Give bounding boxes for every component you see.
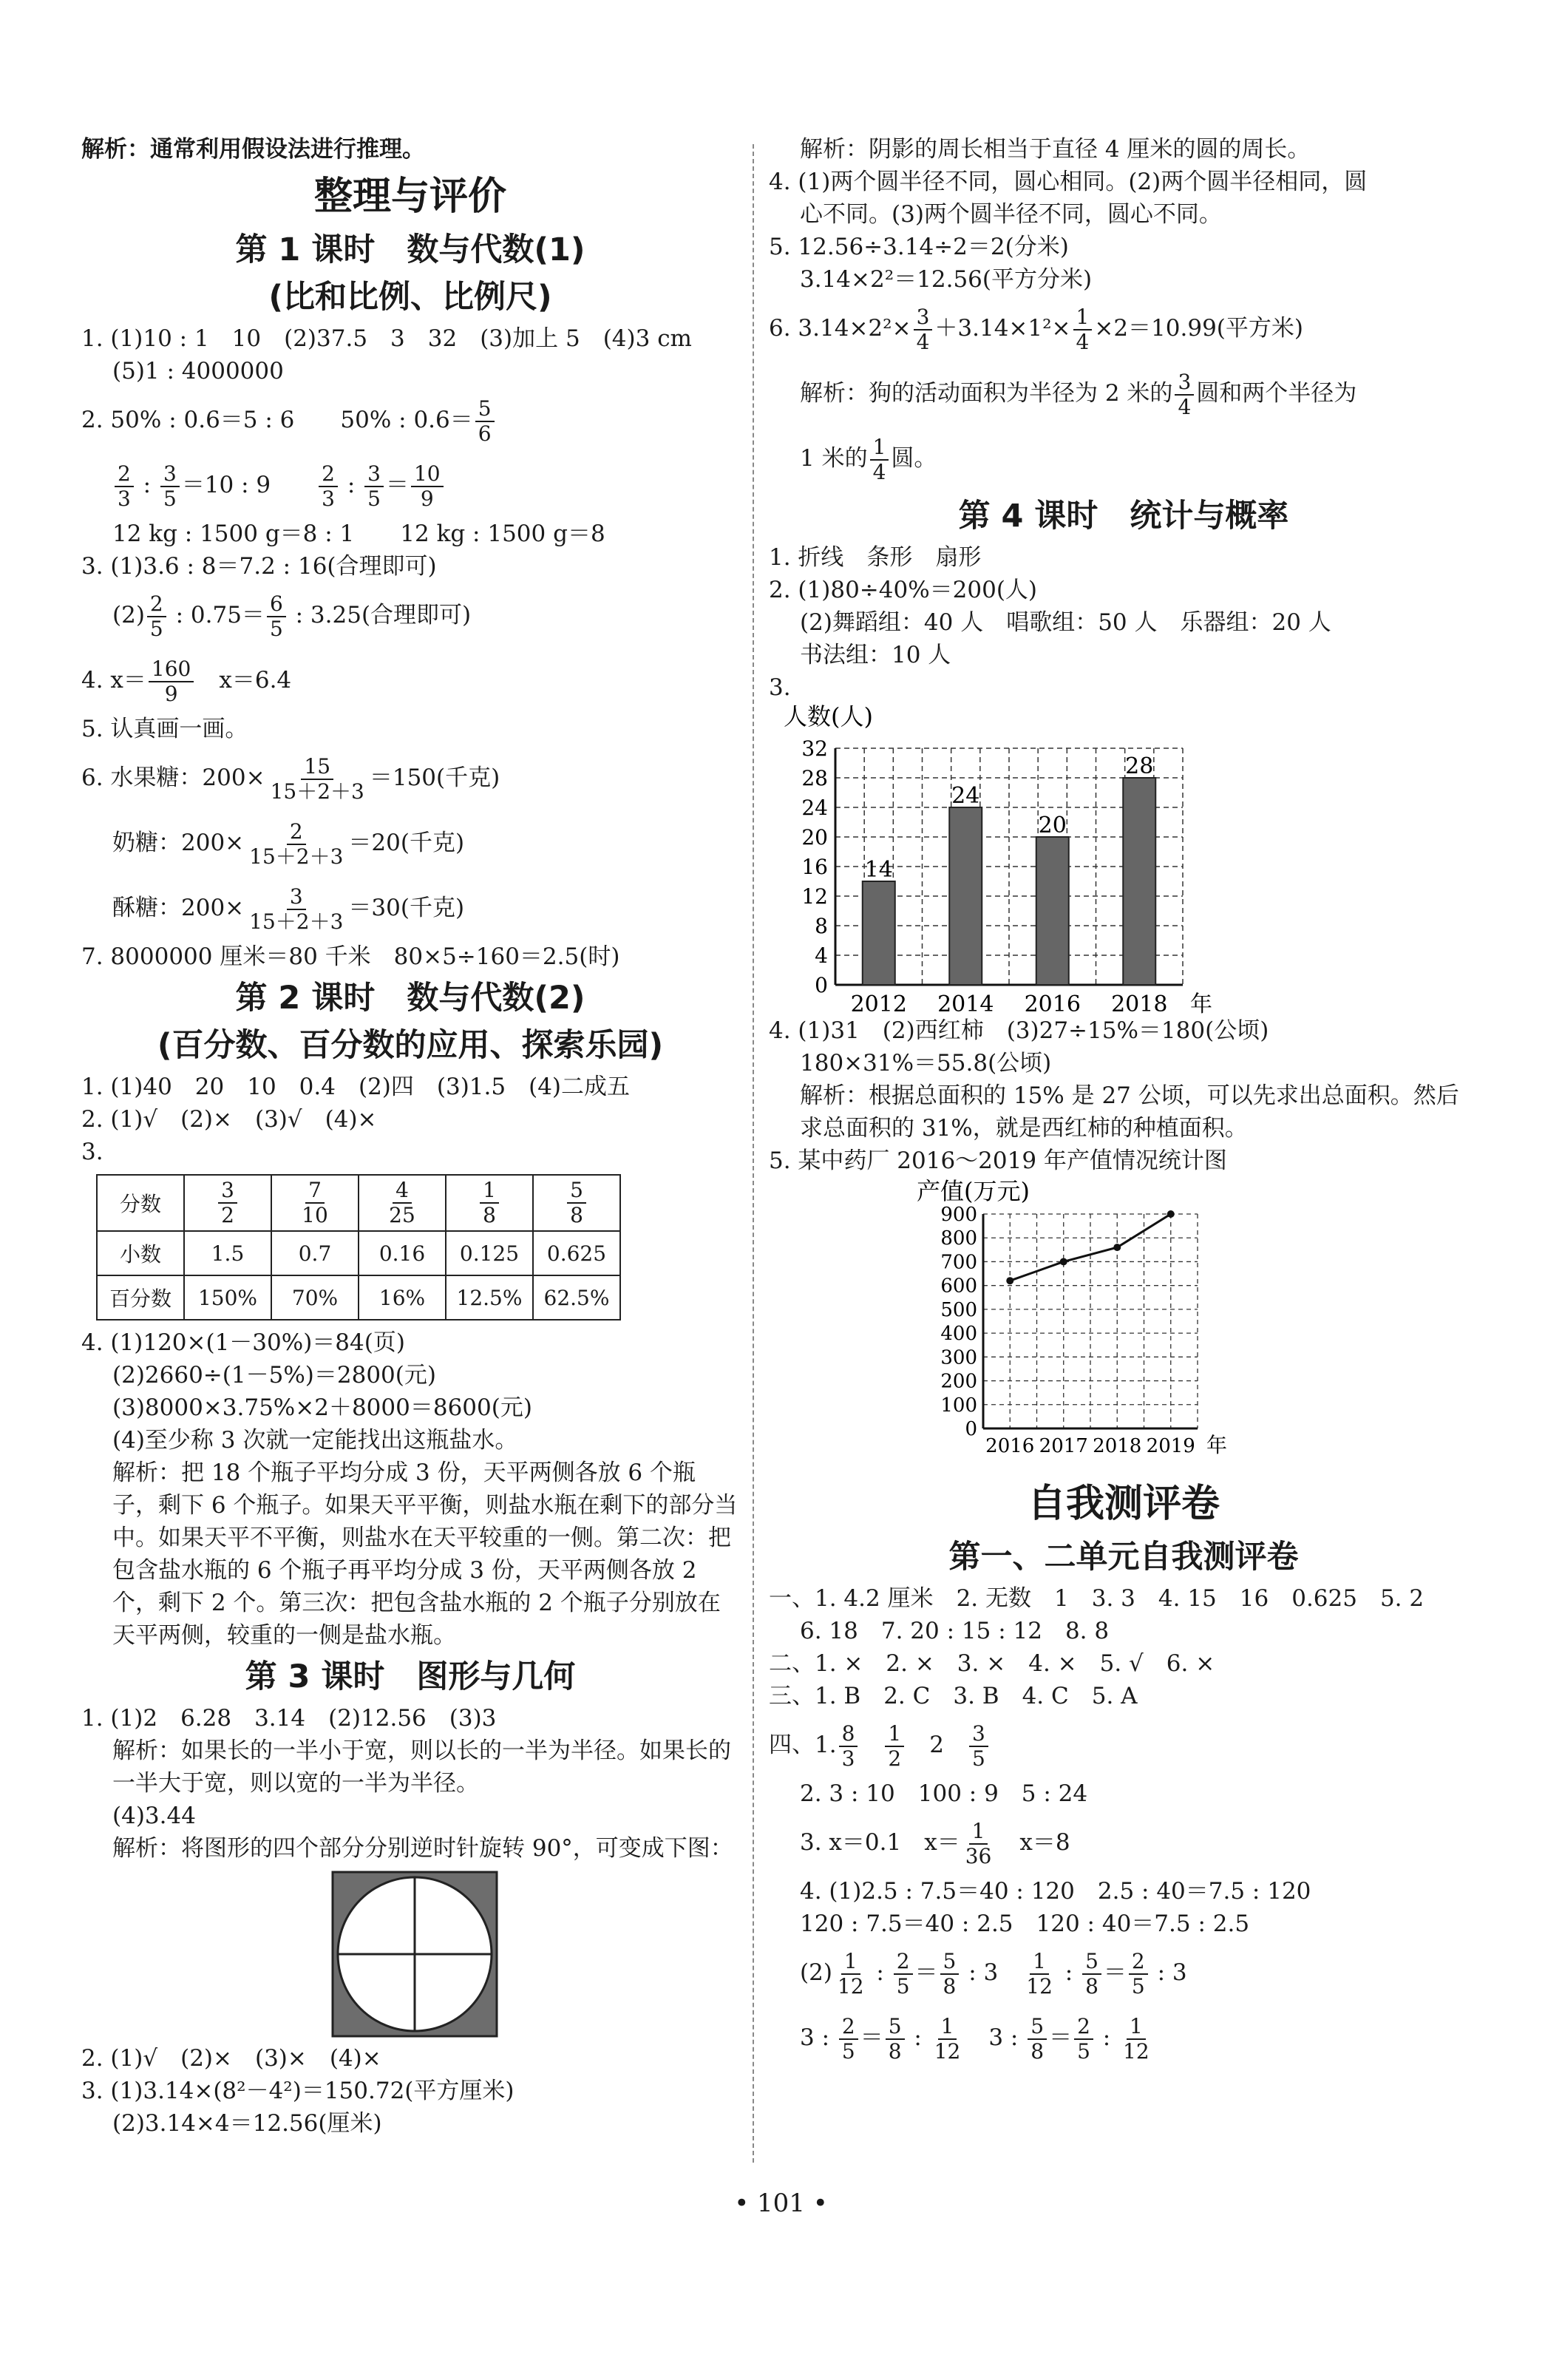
l4-q4a: 4. (1)31 (2)西红柿 (3)27÷15%＝180(公顷) [769,1017,1269,1044]
line-chart-ylabel: 产值(万元) [917,1177,1030,1205]
lesson-2-title: 第 2 课时 数与代数(2) [235,980,585,1017]
x-tick-label: 2014 [937,991,994,1014]
data-point [1167,1210,1175,1218]
y-tick-label: 900 [940,1204,977,1226]
fraction: $\frac{5}{6}$ [475,397,495,446]
line-chart-xticks [985,1433,1227,1457]
y-tick-label: 8 [815,914,828,938]
y-tick-label: 300 [940,1346,977,1369]
data-label: 24 [951,783,980,809]
bar-chart-ylabel: 人数(人) [784,704,873,730]
data-label: 20 [1038,813,1067,838]
r-q5b: 3.14×2²＝12.56(平方分米) [800,266,1093,293]
s-r3: 三、1. B 2. C 3. B 4. C 5. A [769,1683,1138,1709]
s-r4g: 3 : $\frac{2}{5}$ ＝ $\frac{5}{8}$ : $\frac{1}{12}$ 3 : $\frac{5}{8}$ ＝ $\frac{2}{5}$ : $\frac{1}{12}$ [800,2013,1150,2064]
l4-q1: 1. 折线 条形 扇形 [769,544,982,571]
y-tick-label: 700 [940,1251,977,1274]
s-r4c: 3. x＝0.1 x＝ $\frac{1}{36}$ x＝8 [800,1818,1070,1868]
l4-analysis: 解析：根据总面积的 15% 是 27 公顷，可以先求出总面积。然后求总面积的 31%，就是西红柿的种植面积。 [800,1082,1459,1142]
lesson-3-title: 第 3 课时 图形与几何 [245,1658,576,1695]
l1-q1b: (5)1 : 4000000 [112,358,284,384]
r-q4a: 4. (1)两个圆半径不同，圆心相同。(2)两个圆半径相同，圆 [769,169,1368,195]
s-r1b: 6. 18 7. 20 : 15 : 12 8. 8 [800,1618,1110,1644]
l2-q1: 1. (1)40 20 10 0.4 (2)四 (3)1.5 (4)二成五 [81,1074,631,1100]
bar [1036,837,1069,985]
data-point [1006,1277,1013,1284]
s-r2: 二、1. × 2. × 3. × 4. × 5. √ 6. × [769,1650,1215,1677]
y-tick-label: 20 [801,825,828,850]
l4-q2c: 书法组：10 人 [800,642,951,668]
l4-q2b: (2)舞蹈组：40 人 唱歌组：50 人 乐器组：20 人 [800,609,1331,636]
table-row: 百分数 150% 70% 16% 12.5% 62.5% [97,1275,620,1320]
l1-q6c: 酥糖：200× $\frac{3}{15+2+3}$ ＝30(千克) [112,884,465,934]
y-tick-label: 32 [801,736,828,761]
data-label: 28 [1125,753,1154,779]
s-r4e: 120 : 7.5＝40 : 2.5 120 : 40＝7.5 : 2.5 [800,1911,1250,1937]
left-column [81,133,739,2140]
l4-q5: 5. 某中药厂 2016～2019 年产值情况统计图 [769,1147,1227,1174]
s-r4f: (2) $\frac{1}{12}$ : $\frac{2}{5}$ ＝ $\frac{5}{8}$ : 3 $\frac{1}{12}$ : $\frac{5}{8}$ ＝ $\frac{2}{5}$ : 3 [800,1948,1187,1998]
line-chart-output [769,1177,1286,1473]
l2-q3: 3. [81,1139,103,1165]
s-r4a: 四、1. $\frac{8}{3}$ $\frac{1}{2}$ 2 $\frac{3}{5}$ [769,1712,1478,1777]
l1-q6a: 6. 水果糖：200× $\frac{15}{15+2+3}$ ＝150(千克) [81,753,500,804]
l2-q4d: (4)至少称 3 次就一定能找出这瓶盐水。 [112,1427,518,1454]
l4-q2a: 2. (1)80÷40%＝200(人) [769,577,1038,603]
bar-chart-students [769,704,1286,1014]
l3-q3b: (2)3.14×4＝12.56(厘米) [112,2110,382,2137]
x-tick-label: 2016 [985,1435,1035,1457]
section-title: 整理与评价 [313,174,506,219]
y-tick-label: 24 [801,796,828,820]
y-tick-label: 400 [940,1323,977,1346]
l3-q3a: 3. (1)3.14×(8²－4²)＝150.72(平方厘米) [81,2078,515,2104]
bar [863,881,895,985]
s-r4b: 2. 3 : 10 100 : 9 5 : 24 [800,1780,1088,1807]
r-top-analysis: 解析：阴影的周长相当于直径 4 厘米的圆的周长。 [800,136,1311,163]
y-tick-label: 0 [815,973,828,997]
l1-q1: 1. (1)10 : 1 10 (2)37.5 3 32 (3)加上 5 (4)3 cm [81,325,692,352]
page-number: • 101 • [734,2189,828,2218]
data-point [1060,1258,1067,1265]
line-chart-yticks [940,1204,977,1440]
l2-q4b: (2)2660÷(1－5%)＝2800(元) [112,1362,436,1389]
y-tick-label: 500 [940,1298,977,1321]
rotated-shape-figure [81,1865,739,2042]
x-tick-label: 2019 [1146,1435,1195,1457]
x-tick-label: 2016 [1024,991,1081,1014]
x-axis-label: 年 [1190,991,1212,1014]
fraction-conversion-table [96,1174,621,1320]
x-tick-label: 2018 [1111,991,1168,1014]
data-label: 14 [864,857,893,883]
l2-q4a: 4. (1)120×(1－30%)＝84(页) [81,1329,405,1356]
unit-test-title: 第一、二单元自我测评卷 [948,1539,1299,1576]
x-tick-label: 2012 [850,991,907,1014]
r-analysis-6b: 1 米的 $\frac{1}{4}$ 圆。 [800,434,937,484]
lesson-2-subtitle: (百分数、百分数的应用、探索乐园) [157,1027,664,1064]
r-q4b: 心不同。(3)两个圆半径不同，圆心不同。 [800,201,1222,228]
s-r1a: 一、1. 4.2 厘米 2. 无数 1 3. 3 4. 15 16 0.625 5. 2 [769,1585,1425,1612]
bar-chart-xticks [851,991,1212,1014]
l3-q1d: (4)3.44 [112,1803,196,1829]
l1-q2: 2. 50% : 0.6＝5 : 6 50% : 0.6＝ $\frac{5}{6}$ [81,387,739,452]
l3-q1: 1. (1)2 6.28 3.14 (2)12.56 (3)3 [81,1705,497,1732]
r-analysis-6: 解析：狗的活动面积为半径为 2 米的 $\frac{3}{4}$ 圆和两个半径为 [800,369,1357,419]
lesson-1-subtitle: (比和比例、比例尺) [268,279,552,316]
l1-q5: 5. 认真画一画。 [81,716,248,742]
self-test-title: 自我测评卷 [1027,1482,1220,1526]
l1-q7: 7. 8000000 厘米＝80 千米 80×5÷160＝2.5(时) [81,943,620,970]
top-analysis-note: 解析：通常利用假设法进行推理。 [81,136,425,163]
data-point [1113,1244,1121,1251]
line-chart-grid [983,1214,1198,1428]
x-tick-label: 2017 [1039,1435,1088,1457]
l2-q4c: (3)8000×3.75%×2＋8000＝8600(元) [112,1394,532,1421]
x-axis-label: 年 [1206,1433,1228,1457]
l2-analysis: 解析：把 18 个瓶子平均分成 3 份，天平两侧各放 6 个瓶子，剩下 6 个瓶子。如果天平平衡，则盐水瓶在剩下的部分当中。如果天平不平衡，则盐水在天平较重的一侧。第二次：把包含盐水瓶的 6 个瓶子再平均分成 3 份，天平两侧各放 2 个，剩下 2 个。第三次：把包含盐水瓶的 2 个瓶子分别放在天平两侧，较重的一侧是盐水瓶。 [112,1459,738,1649]
l1-q4: 4. x＝ $\frac{160}{9}$ x＝6.4 [81,656,292,706]
bar-chart-yticks [801,736,828,997]
l2-q2: 2. (1)√ (2)× (3)√ (4)× [81,1106,377,1133]
l1-q2-ratio-line: $\frac{2}{3}$ : $\frac{3}{5}$ ＝10 : 9 $\frac{2}{3}$ : $\frac{3}{5}$ ＝ $\frac{10}{9}$ [81,452,739,518]
l1-q6b: 奶糖：200× $\frac{2}{15+2+3}$ ＝20(千克) [112,818,465,869]
table-row: 小数 1.5 0.7 0.16 0.125 0.625 [97,1231,620,1275]
column-divider [753,144,754,2163]
y-tick-label: 600 [940,1275,977,1298]
y-tick-label: 100 [940,1394,977,1417]
s-r4d: 4. (1)2.5 : 7.5＝40 : 120 2.5 : 40＝7.5 : 120 [800,1878,1311,1905]
l1-q3: 3. (1)3.6 : 8＝7.2 : 16(合理即可) [81,553,437,580]
y-tick-label: 800 [940,1227,977,1250]
r-q6: 6. 3.14×2²× $\frac{3}{4}$ ＋3.14×1²× $\frac{1}{4}$ ×2＝10.99(平方米) [769,304,1303,354]
y-tick-label: 12 [801,884,828,909]
y-tick-label: 0 [965,1418,977,1440]
l4-q4b: 180×31%＝55.8(公顷) [800,1050,1052,1077]
x-tick-label: 2018 [1093,1435,1142,1457]
bar [949,807,982,985]
y-tick-label: 200 [940,1370,977,1393]
lesson-4-title: 第 4 课时 统计与概率 [958,498,1289,535]
table-row: 分数 $\frac{3}{2}$ $\frac{7}{10}$ $\frac{4}{25}$ $\frac{1}{8}$ $\frac{5}{8}$ [97,1175,620,1231]
y-tick-label: 16 [801,855,828,879]
l3-analysis-1: 解析：如果长的一半小于宽，则以长的一半为半径。如果长的一半大于宽，则以宽的一半为半径。 [112,1737,731,1797]
y-tick-label: 4 [815,943,828,968]
bar [1123,778,1155,985]
l1-q2c: 12 kg : 1500 g＝8 : 1 12 kg : 1500 g＝8 [112,521,605,547]
l3-analysis-2: 解析：将图形的四个部分分别逆时针旋转 90°，可变成下图： [112,1835,733,1862]
lesson-1-title: 第 1 课时 数与代数(1) [235,231,585,268]
y-tick-label: 28 [801,766,828,790]
l1-q3b: (2) $\frac{2}{5}$ : 0.75＝ $\frac{6}{5}$ : 3.25(合理即可) [112,591,472,641]
l3-q2: 2. (1)√ (2)× (3)× (4)× [81,2045,381,2072]
l4-q3: 3. [769,674,791,701]
r-q5a: 5. 12.56÷3.14÷2＝2(分米) [769,234,1069,260]
right-column [769,133,1478,2070]
